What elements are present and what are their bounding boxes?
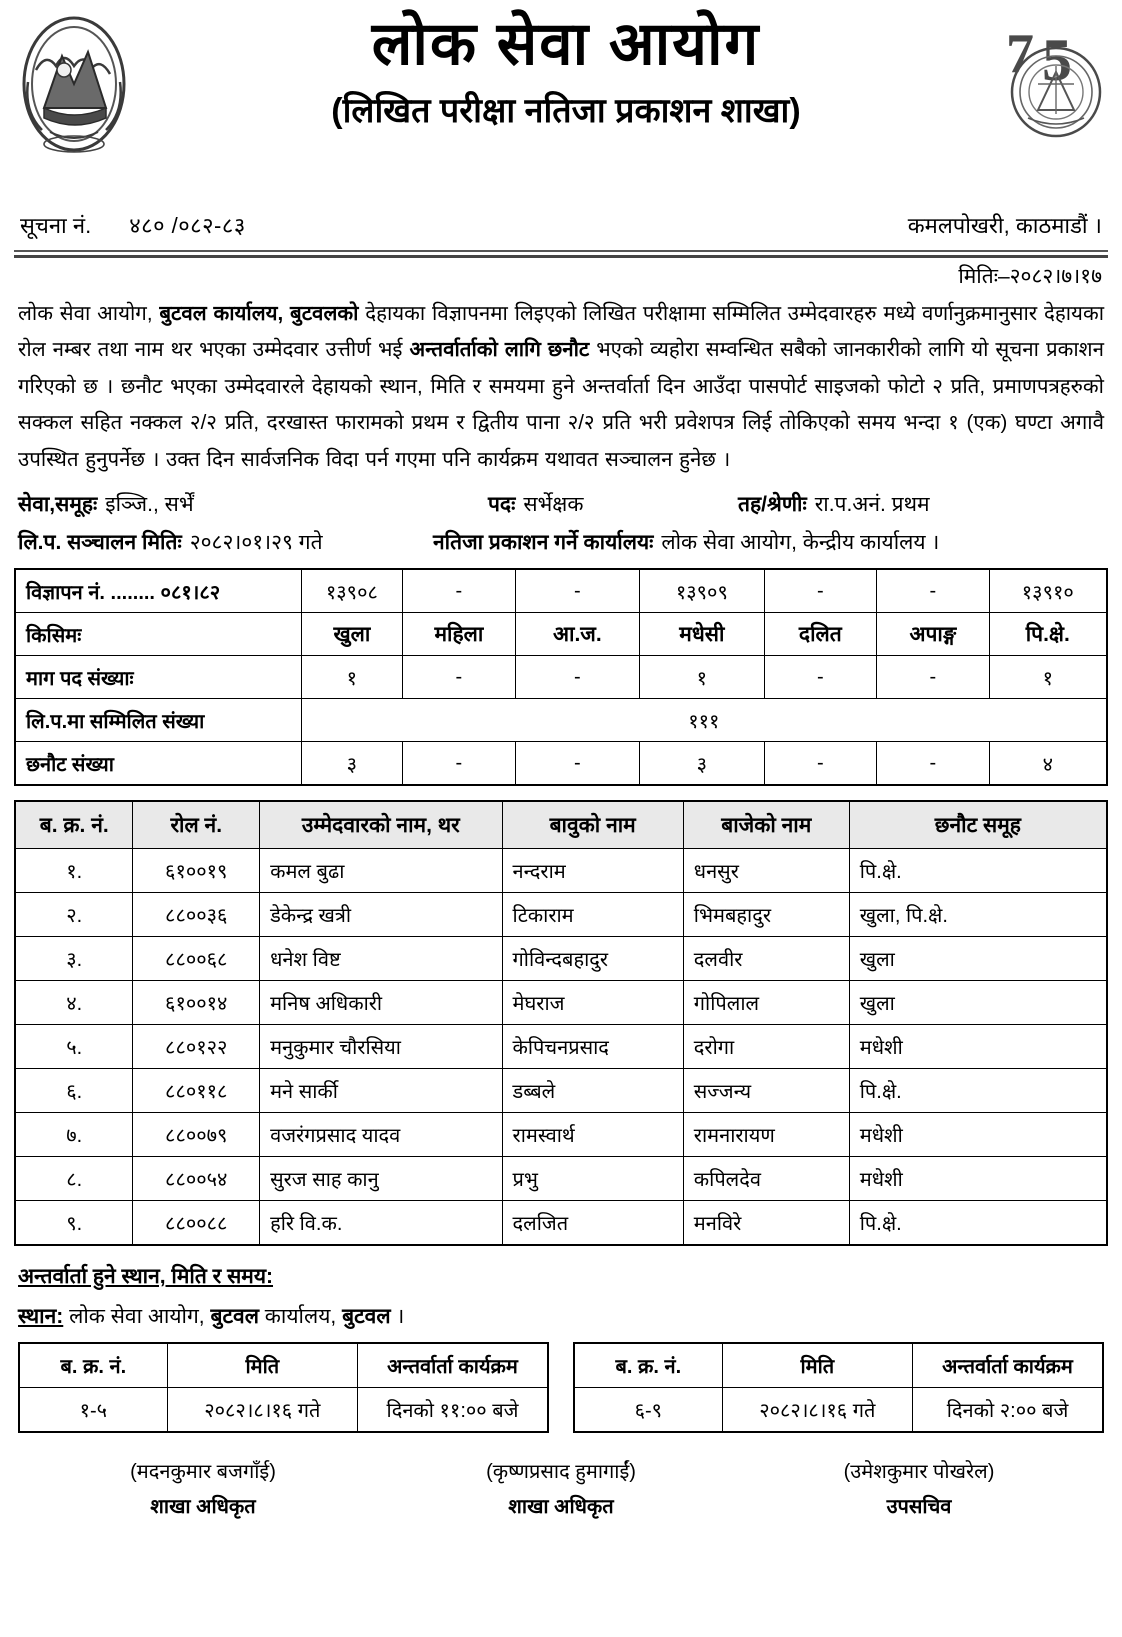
grandfather-name: रामनारायण <box>683 1113 849 1157</box>
advertisement-number-row <box>15 569 1107 613</box>
result-office-value: लोक सेवा आयोग, केन्द्रीय कार्यालय । <box>661 531 940 555</box>
selection-group: पि.क्षे. <box>849 1201 1107 1246</box>
selected-count-cell: - <box>403 742 515 786</box>
adv-number-cell: - <box>515 569 639 613</box>
selected-count-cell: - <box>877 742 989 786</box>
candidate-roll-number: ६१००१९ <box>133 849 260 893</box>
candidate-roll-number: ६१००१४ <box>133 981 260 1025</box>
notice-number-group <box>20 210 246 240</box>
signature-row <box>14 1455 1108 1525</box>
father-name: प्रभु <box>502 1157 683 1201</box>
interview-section-heading: अन्तर्वार्ता हुने स्थान, मिति र समय: <box>18 1265 274 1289</box>
selection-group: खुला <box>849 937 1107 981</box>
signatory-designation: शाखा अधिकृत <box>508 1496 614 1519</box>
table-row <box>15 1201 1107 1246</box>
signatory-name: (मदनकुमार बजगाँई) <box>130 1461 276 1484</box>
column-header-grandfather-name: बाजेको नाम <box>683 801 849 849</box>
father-name: केपिचनप्रसाद <box>502 1025 683 1069</box>
schedule-column-serial: ब. क्र. नं. <box>19 1343 167 1388</box>
level-label: तह/श्रेणीः <box>738 493 807 517</box>
paragraph-segment-3: भएको व्यहोरा सम्वन्धित सबैको जानकारीको लागि यो सूचना प्रकाशन गरिएको छ । छनौट भएका उम्मेदवारले देहायको स्थान, मिति र समयमा हुने अन्तर्वार्ता दिन आउँदा पासपोर्ट साइजको फोटो २ प्रति, प्रमाणपत्रहरुको सक्कल सहित नक्कल २/२ प्रति, दरखास्त फारामको प्रथम र द्वितीय पाना २/२ प्रति भरी प्रवेशपत्र लिई तोकिएको समय भन्दा १ (एक) घण्टा अगावै उपस्थित हुनुपर्नेछ । उक्त दिन सार्वजनिक विदा पर्न गएमा पनि कार्यक्रम यथावत सञ्चालन हुनेछ । <box>18 338 1104 471</box>
signatory-designation: शाखा अधिकृत <box>150 1496 256 1519</box>
candidate-roll-number: ८८०१२२ <box>133 1025 260 1069</box>
selection-group: खुला, पि.क्षे. <box>849 893 1107 937</box>
schedule-column-program: अन्तर्वार्ता कार्यक्रम <box>358 1343 548 1388</box>
signature-block <box>24 1455 382 1525</box>
category-cell: आ.ज. <box>515 613 639 656</box>
selected-candidates-table <box>14 800 1108 1246</box>
candidate-name: मनुकुमार चौरसिया <box>260 1025 502 1069</box>
notice-number-value: ४८० /०८२-८३ <box>129 213 246 238</box>
category-label: किसिमः <box>15 613 301 656</box>
signature-block <box>382 1455 740 1525</box>
grandfather-name: दरोगा <box>683 1025 849 1069</box>
notice-number-label: सूचना नं. <box>20 213 92 238</box>
demand-cell: - <box>403 656 515 699</box>
interview-schedule-wrapper <box>14 1342 1108 1433</box>
anniversary-logo-icon <box>998 14 1108 144</box>
candidate-name: डेकेन्द्र खत्री <box>260 893 502 937</box>
schedule-column-date: मिति <box>167 1343 357 1388</box>
result-office-label: नतिजा प्रकाशन गर्ने कार्यालयः <box>433 531 654 555</box>
category-cell: अपाङ्ग <box>877 613 989 656</box>
service-meta-row <box>14 490 1108 518</box>
table-row <box>15 981 1107 1025</box>
signatory-name: (उमेशकुमार पोखरेल) <box>843 1461 995 1484</box>
demand-cell: १ <box>301 656 403 699</box>
grandfather-name: कपिलदेव <box>683 1157 849 1201</box>
candidate-name: सुरज साह कानु <box>260 1157 502 1201</box>
selection-phrase-bold: अन्तर्वार्ताको लागि छनौट <box>409 338 590 362</box>
paragraph-segment-1: लोक सेवा आयोग, <box>18 302 160 325</box>
selected-count-row <box>15 742 1107 786</box>
exam-date-label: लि.प. सञ्चालन मितिः <box>18 531 182 555</box>
candidate-serial: ७. <box>15 1113 133 1157</box>
svg-text:7: 7 <box>1006 23 1034 85</box>
exam-date-value: २०८२।०१।२९ गते <box>189 531 323 555</box>
paragraph-segment-2: देहायका विज्ञापनमा लिइएको लिखित परीक्षामा सम्मिलित उम्मेदवारहरु मध्ये वर्णानुक्रमानुसार देहायका रोल नम्बर तथा नाम थर भएका उम्मेदवार उत्तीर्ण भई <box>18 302 1104 362</box>
selection-group: पि.क्षे. <box>849 1069 1107 1113</box>
table-row <box>15 893 1107 937</box>
svg-text:5: 5 <box>1042 27 1072 93</box>
advertisement-table <box>14 568 1108 786</box>
candidate-serial: ३. <box>15 937 133 981</box>
signatory-name: (कृष्णप्रसाद हुमागाईं) <box>486 1461 636 1484</box>
category-cell: खुला <box>301 613 403 656</box>
level-value: रा.प.अनं. प्रथम <box>814 493 930 517</box>
demand-cell: - <box>877 656 989 699</box>
post-value: सर्भेक्षक <box>523 493 584 517</box>
notice-body-paragraph <box>14 296 1108 478</box>
nepal-government-emblem-icon <box>14 12 134 162</box>
schedule-serial-range: ६-९ <box>574 1388 722 1433</box>
column-header-serial: ब. क्र. नं. <box>15 801 133 849</box>
document-header <box>14 8 1108 204</box>
table-row <box>15 1157 1107 1201</box>
demand-cell: - <box>764 656 876 699</box>
page-title: लोक सेवा आयोग <box>371 10 761 77</box>
candidate-roll-number: ८८०११८ <box>133 1069 260 1113</box>
title-block <box>134 12 998 130</box>
exam-meta-row <box>14 528 1108 556</box>
schedule-column-date: मिति <box>722 1343 912 1388</box>
schedule-header-row <box>574 1343 1103 1388</box>
selection-group: मधेशी <box>849 1025 1107 1069</box>
candidate-roll-number: ८८००६८ <box>133 937 260 981</box>
candidate-roll-number: ८८००३६ <box>133 893 260 937</box>
father-name: दलजित <box>502 1201 683 1246</box>
table-row <box>15 1113 1107 1157</box>
schedule-row <box>19 1388 548 1433</box>
candidate-serial: ८. <box>15 1157 133 1201</box>
demand-cell: - <box>515 656 639 699</box>
column-header-candidate-name: उम्मेदवारको नाम, थर <box>260 801 502 849</box>
selected-count-label: छनौट संख्या <box>15 742 301 786</box>
selected-count-cell: - <box>515 742 639 786</box>
candidate-serial: ९. <box>15 1201 133 1246</box>
adv-number-cell: १३९१० <box>989 569 1107 613</box>
participants-total-cell: १११ <box>301 699 1107 742</box>
selection-group: खुला <box>849 981 1107 1025</box>
candidate-name: कमल बुढा <box>260 849 502 893</box>
selection-group: मधेशी <box>849 1113 1107 1157</box>
selection-group: मधेशी <box>849 1157 1107 1201</box>
grandfather-name: दलवीर <box>683 937 849 981</box>
father-name: टिकाराम <box>502 893 683 937</box>
grandfather-name: सज्जन्य <box>683 1069 849 1113</box>
demand-cell: १ <box>989 656 1107 699</box>
column-header-roll: रोल नं. <box>133 801 260 849</box>
interview-schedule-table-right <box>573 1342 1104 1433</box>
schedule-date: २०८२।८।१६ गते <box>167 1388 357 1433</box>
table-row <box>15 1025 1107 1069</box>
candidates-header-row <box>15 801 1107 849</box>
level-group <box>738 490 1104 518</box>
candidate-serial: ४. <box>15 981 133 1025</box>
office-address: कमलपोखरी, काठमाडौं । <box>907 213 1102 238</box>
interview-place-prefix: लोक सेवा आयोग, <box>63 1305 211 1329</box>
candidate-name: हरि वि.क. <box>260 1201 502 1246</box>
selected-count-cell: ३ <box>301 742 403 786</box>
schedule-column-serial: ब. क्र. नं. <box>574 1343 722 1388</box>
demand-cell: १ <box>640 656 764 699</box>
category-cell: मधेसी <box>640 613 764 656</box>
schedule-serial-range: १-५ <box>19 1388 167 1433</box>
signature-block <box>740 1455 1098 1525</box>
adv-number-cell: - <box>403 569 515 613</box>
adv-number-cell: १३९०८ <box>301 569 403 613</box>
result-office-group <box>433 528 1104 556</box>
service-group <box>18 490 488 518</box>
header-divider <box>14 250 1108 258</box>
candidate-roll-number: ८८००८८ <box>133 1201 260 1246</box>
page-subtitle: (लिखित परीक्षा नतिजा प्रकाशन शाखा) <box>331 91 801 130</box>
participants-label: लि.प.मा सम्मिलित संख्या <box>15 699 301 742</box>
exam-date-group <box>18 528 433 556</box>
notice-row <box>14 210 1108 240</box>
candidate-serial: १. <box>15 849 133 893</box>
service-label: सेवा,समूहः <box>18 493 98 517</box>
service-value: इञ्जि., सर्भें <box>105 493 194 517</box>
table-row <box>15 1069 1107 1113</box>
interview-place-line <box>14 1302 1108 1330</box>
schedule-time: दिनको ११:०० बजे <box>358 1388 548 1433</box>
table-row <box>15 937 1107 981</box>
interview-place-middle: कार्यालय, <box>258 1305 343 1329</box>
category-cell: दलित <box>764 613 876 656</box>
candidate-serial: २. <box>15 893 133 937</box>
category-row <box>15 613 1107 656</box>
notice-date: मितिः–२०८२।७।१७ <box>958 265 1102 288</box>
selected-count-cell: ४ <box>989 742 1107 786</box>
post-group <box>488 490 738 518</box>
schedule-time: दिनको २:०० बजे <box>913 1388 1103 1433</box>
father-name: रामस्वार्थ <box>502 1113 683 1157</box>
father-name: मेघराज <box>502 981 683 1025</box>
interview-place-city-1: बुटवल <box>210 1305 259 1329</box>
candidate-roll-number: ८८००७९ <box>133 1113 260 1157</box>
adv-number-cell: - <box>877 569 989 613</box>
demand-row <box>15 656 1107 699</box>
post-label: पदः <box>488 493 516 517</box>
candidate-roll-number: ८८००५४ <box>133 1157 260 1201</box>
category-cell: महिला <box>403 613 515 656</box>
interview-place-label: स्थान: <box>18 1305 64 1329</box>
grandfather-name: मनविरे <box>683 1201 849 1246</box>
participants-row <box>15 699 1107 742</box>
interview-place-suffix: । <box>390 1305 405 1329</box>
advertisement-number-label: विज्ञापन नं. ........ ०८१।८२ <box>15 569 301 613</box>
selection-group: पि.क्षे. <box>849 849 1107 893</box>
selected-count-cell: - <box>764 742 876 786</box>
candidate-name: मने सार्की <box>260 1069 502 1113</box>
interview-schedule-table-left <box>18 1342 549 1433</box>
father-name: गोविन्दबहादुर <box>502 937 683 981</box>
office-name-bold: बुटवल कार्यालय, बुटवलको <box>159 302 359 325</box>
father-name: डब्बले <box>502 1069 683 1113</box>
candidate-name: वजरंगप्रसाद यादव <box>260 1113 502 1157</box>
column-header-selection-group: छनौट समूह <box>849 801 1107 849</box>
grandfather-name: गोपिलाल <box>683 981 849 1025</box>
schedule-header-row <box>19 1343 548 1388</box>
category-cell: पि.क्षे. <box>989 613 1107 656</box>
candidate-serial: ५. <box>15 1025 133 1069</box>
father-name: नन्दराम <box>502 849 683 893</box>
candidate-name: धनेश विष्ट <box>260 937 502 981</box>
grandfather-name: भिमबहादुर <box>683 893 849 937</box>
candidate-name: मनिष अधिकारी <box>260 981 502 1025</box>
adv-number-cell: - <box>764 569 876 613</box>
signatory-designation: उपसचिव <box>886 1496 952 1519</box>
grandfather-name: धनसुर <box>683 849 849 893</box>
interview-place-city-2: बुटवल <box>342 1305 391 1329</box>
schedule-column-program: अन्तर्वार्ता कार्यक्रम <box>913 1343 1103 1388</box>
adv-number-cell: १३९०९ <box>640 569 764 613</box>
demand-label: माग पद संख्याः <box>15 656 301 699</box>
schedule-date: २०८२।८।१६ गते <box>722 1388 912 1433</box>
selected-count-cell: ३ <box>640 742 764 786</box>
table-row <box>15 849 1107 893</box>
column-header-father-name: बावुको नाम <box>502 801 683 849</box>
schedule-row <box>574 1388 1103 1433</box>
candidate-serial: ६. <box>15 1069 133 1113</box>
